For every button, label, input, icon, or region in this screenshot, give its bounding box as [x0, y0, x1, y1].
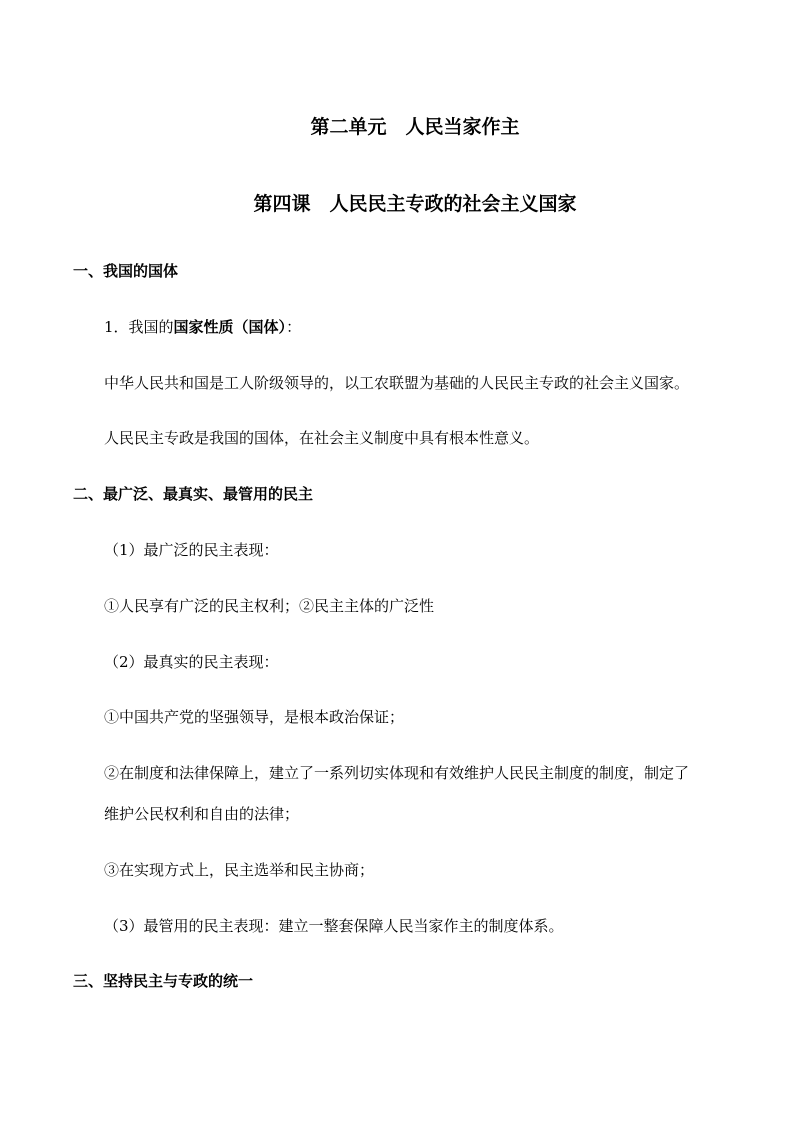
section2-sub2-item2-line1: ②在制度和法律保障上，建立了一系列切实体现和有效维护人民民主制度的制度，制定了 [104, 764, 690, 782]
section2-sub3: （3）最管用的民主表现：建立一整套保障人民当家作主的制度体系。 [104, 917, 564, 935]
section1-para1: 中华人民共和国是工人阶级领导的，以工农联盟为基础的人民民主专政的社会主义国家。 [104, 374, 690, 392]
section3-heading: 三、坚持民主与专政的统一 [73, 972, 254, 990]
section2-sub2-item2-line2: 维护公民权利和自由的法律； [104, 805, 300, 823]
section2-sub2: （2）最真实的民主表现： [104, 653, 279, 671]
section1-para2: 人民民主专政是我国的国体，在社会主义制度中具有根本性意义。 [104, 429, 540, 447]
item1-suffix: ： [286, 318, 302, 336]
item1-bold-term: 国家性质（国体） [173, 318, 287, 336]
section2-sub2-item3: ③在实现方式上，民主选举和民主协商； [104, 861, 375, 879]
unit-title: 第二单元 人民当家作主 [310, 116, 520, 138]
section1-heading: 一、我国的国体 [73, 262, 179, 280]
lesson-title: 第四课 人民民主专政的社会主义国家 [253, 193, 577, 215]
section2-sub1-text: ①人民享有广泛的民主权利；②民主主体的广泛性 [104, 597, 435, 615]
section1-item1 [104, 317, 301, 337]
section2-heading: 二、最广泛、最真实、最管用的民主 [73, 485, 314, 503]
section2-sub2-item1: ①中国共产党的坚强领导，是根本政治保证； [104, 708, 405, 726]
section2-sub1: （1）最广泛的民主表现： [104, 541, 279, 559]
item1-prefix: 1．我国的 [104, 318, 174, 336]
